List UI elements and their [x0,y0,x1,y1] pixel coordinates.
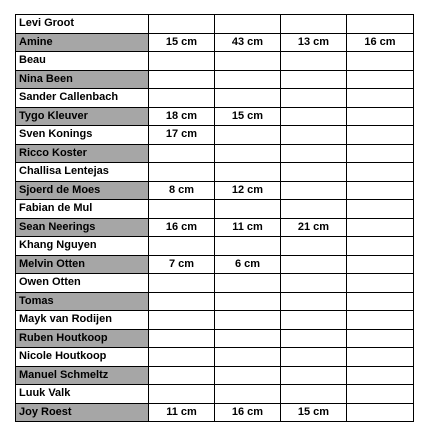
measurement-cell [149,144,215,163]
measurement-cell [347,292,414,311]
table-row [16,70,414,89]
student-name-cell: Ruben Houtkoop [16,329,149,348]
measurement-cell [149,89,215,108]
measurement-cell [347,15,414,34]
measurement-cell [215,163,281,182]
measurement-cell [347,274,414,293]
measurement-cell [149,348,215,367]
table-row [16,403,414,422]
measurement-cell [149,311,215,330]
table-row [16,126,414,145]
measurement-cell [215,70,281,89]
student-name-cell: Sven Konings [16,126,149,145]
measurement-cell [149,274,215,293]
table-row [16,274,414,293]
measurement-cell [281,144,347,163]
table-row [16,163,414,182]
measurement-cell [347,218,414,237]
measurement-cell [347,237,414,256]
student-name-cell: Beau [16,52,149,71]
measurement-cell [347,403,414,422]
measurement-cell [347,348,414,367]
student-name-cell: Luuk Valk [16,385,149,404]
measurement-cell: 11 cm [149,403,215,422]
measurement-cell: 6 cm [215,255,281,274]
student-name-cell: Sean Neerings [16,218,149,237]
measurement-cell [149,15,215,34]
student-name-cell: Fabian de Mul [16,200,149,219]
table-row [16,89,414,108]
measurement-cell [281,107,347,126]
measurement-cell: 16 cm [215,403,281,422]
student-name-cell: Tygo Kleuver [16,107,149,126]
student-name-cell: Melvin Otten [16,255,149,274]
table-row [16,200,414,219]
measurement-cell [215,311,281,330]
table-body [16,15,414,422]
measurement-cell [215,348,281,367]
measurement-cell [347,181,414,200]
measurement-cell [215,144,281,163]
student-name-cell: Sjoerd de Moes [16,181,149,200]
measurement-cell [347,89,414,108]
measurement-cell [149,200,215,219]
table-row [16,144,414,163]
measurement-cell: 15 cm [149,33,215,52]
measurement-cell [281,52,347,71]
measurement-cell [281,126,347,145]
measurement-cell [215,274,281,293]
measurement-cell [281,311,347,330]
measurement-cell [149,366,215,385]
measurement-cell [215,366,281,385]
measurement-cell [215,292,281,311]
measurement-cell [281,274,347,293]
measurement-cell [281,200,347,219]
measurement-cell [347,329,414,348]
table-row [16,107,414,126]
measurement-cell [347,107,414,126]
table-row [16,255,414,274]
table-row [16,385,414,404]
measurement-cell [347,255,414,274]
measurement-cell [347,52,414,71]
table-row [16,52,414,71]
measurement-cell: 21 cm [281,218,347,237]
measurement-cell [347,311,414,330]
table-row [16,218,414,237]
measurement-cell [347,70,414,89]
measurement-cell [281,181,347,200]
measurement-cell [215,52,281,71]
measurement-cell [215,200,281,219]
measurement-cell [281,348,347,367]
measurement-cell [215,15,281,34]
measurement-cell [149,70,215,89]
measurement-cell: 18 cm [149,107,215,126]
student-name-cell: Levi Groot [16,15,149,34]
student-name-cell: Amine [16,33,149,52]
measurement-cell [281,292,347,311]
table-row [16,329,414,348]
measurement-cell: 12 cm [215,181,281,200]
measurement-cell: 15 cm [215,107,281,126]
measurement-cell [281,70,347,89]
measurement-cell [347,200,414,219]
table-row [16,292,414,311]
measurement-cell [347,385,414,404]
student-name-cell: Tomas [16,292,149,311]
student-name-cell: Ricco Koster [16,144,149,163]
measurement-cell [281,366,347,385]
measurement-cell: 7 cm [149,255,215,274]
table-row [16,15,414,34]
measurement-cell: 43 cm [215,33,281,52]
measurement-cell [281,329,347,348]
measurement-cell [149,385,215,404]
measurement-cell [281,89,347,108]
measurement-cell [215,126,281,145]
student-name-cell: Nicole Houtkoop [16,348,149,367]
measurement-cell [281,385,347,404]
measurement-cell [347,163,414,182]
measurement-cell [215,385,281,404]
measurement-cell [149,292,215,311]
measurement-cell [281,163,347,182]
measurement-cell: 17 cm [149,126,215,145]
measurement-cell: 8 cm [149,181,215,200]
measurement-cell: 15 cm [281,403,347,422]
measurement-cell [281,15,347,34]
measurement-cell [281,255,347,274]
table-row [16,366,414,385]
measurement-cell [281,237,347,256]
measurement-cell: 16 cm [149,218,215,237]
measurement-cell [149,52,215,71]
table-row [16,33,414,52]
student-name-cell: Khang Nguyen [16,237,149,256]
table-row [16,311,414,330]
student-name-cell: Owen Otten [16,274,149,293]
measurement-table [15,14,414,422]
table-row [16,237,414,256]
measurement-cell [215,329,281,348]
measurement-cell [347,126,414,145]
measurement-cell: 13 cm [281,33,347,52]
measurement-cell [149,237,215,256]
measurement-cell [215,237,281,256]
measurement-cell: 11 cm [215,218,281,237]
table-row [16,181,414,200]
student-name-cell: Joy Roest [16,403,149,422]
measurement-cell [215,89,281,108]
measurement-cell [347,144,414,163]
measurement-cell [149,163,215,182]
measurement-cell [347,366,414,385]
measurement-cell: 16 cm [347,33,414,52]
table-row [16,348,414,367]
student-name-cell: Sander Callenbach [16,89,149,108]
student-name-cell: Challisa Lentejas [16,163,149,182]
measurement-cell [149,329,215,348]
student-name-cell: Nina Been [16,70,149,89]
student-name-cell: Mayk van Rodijen [16,311,149,330]
student-name-cell: Manuel Schmeltz [16,366,149,385]
